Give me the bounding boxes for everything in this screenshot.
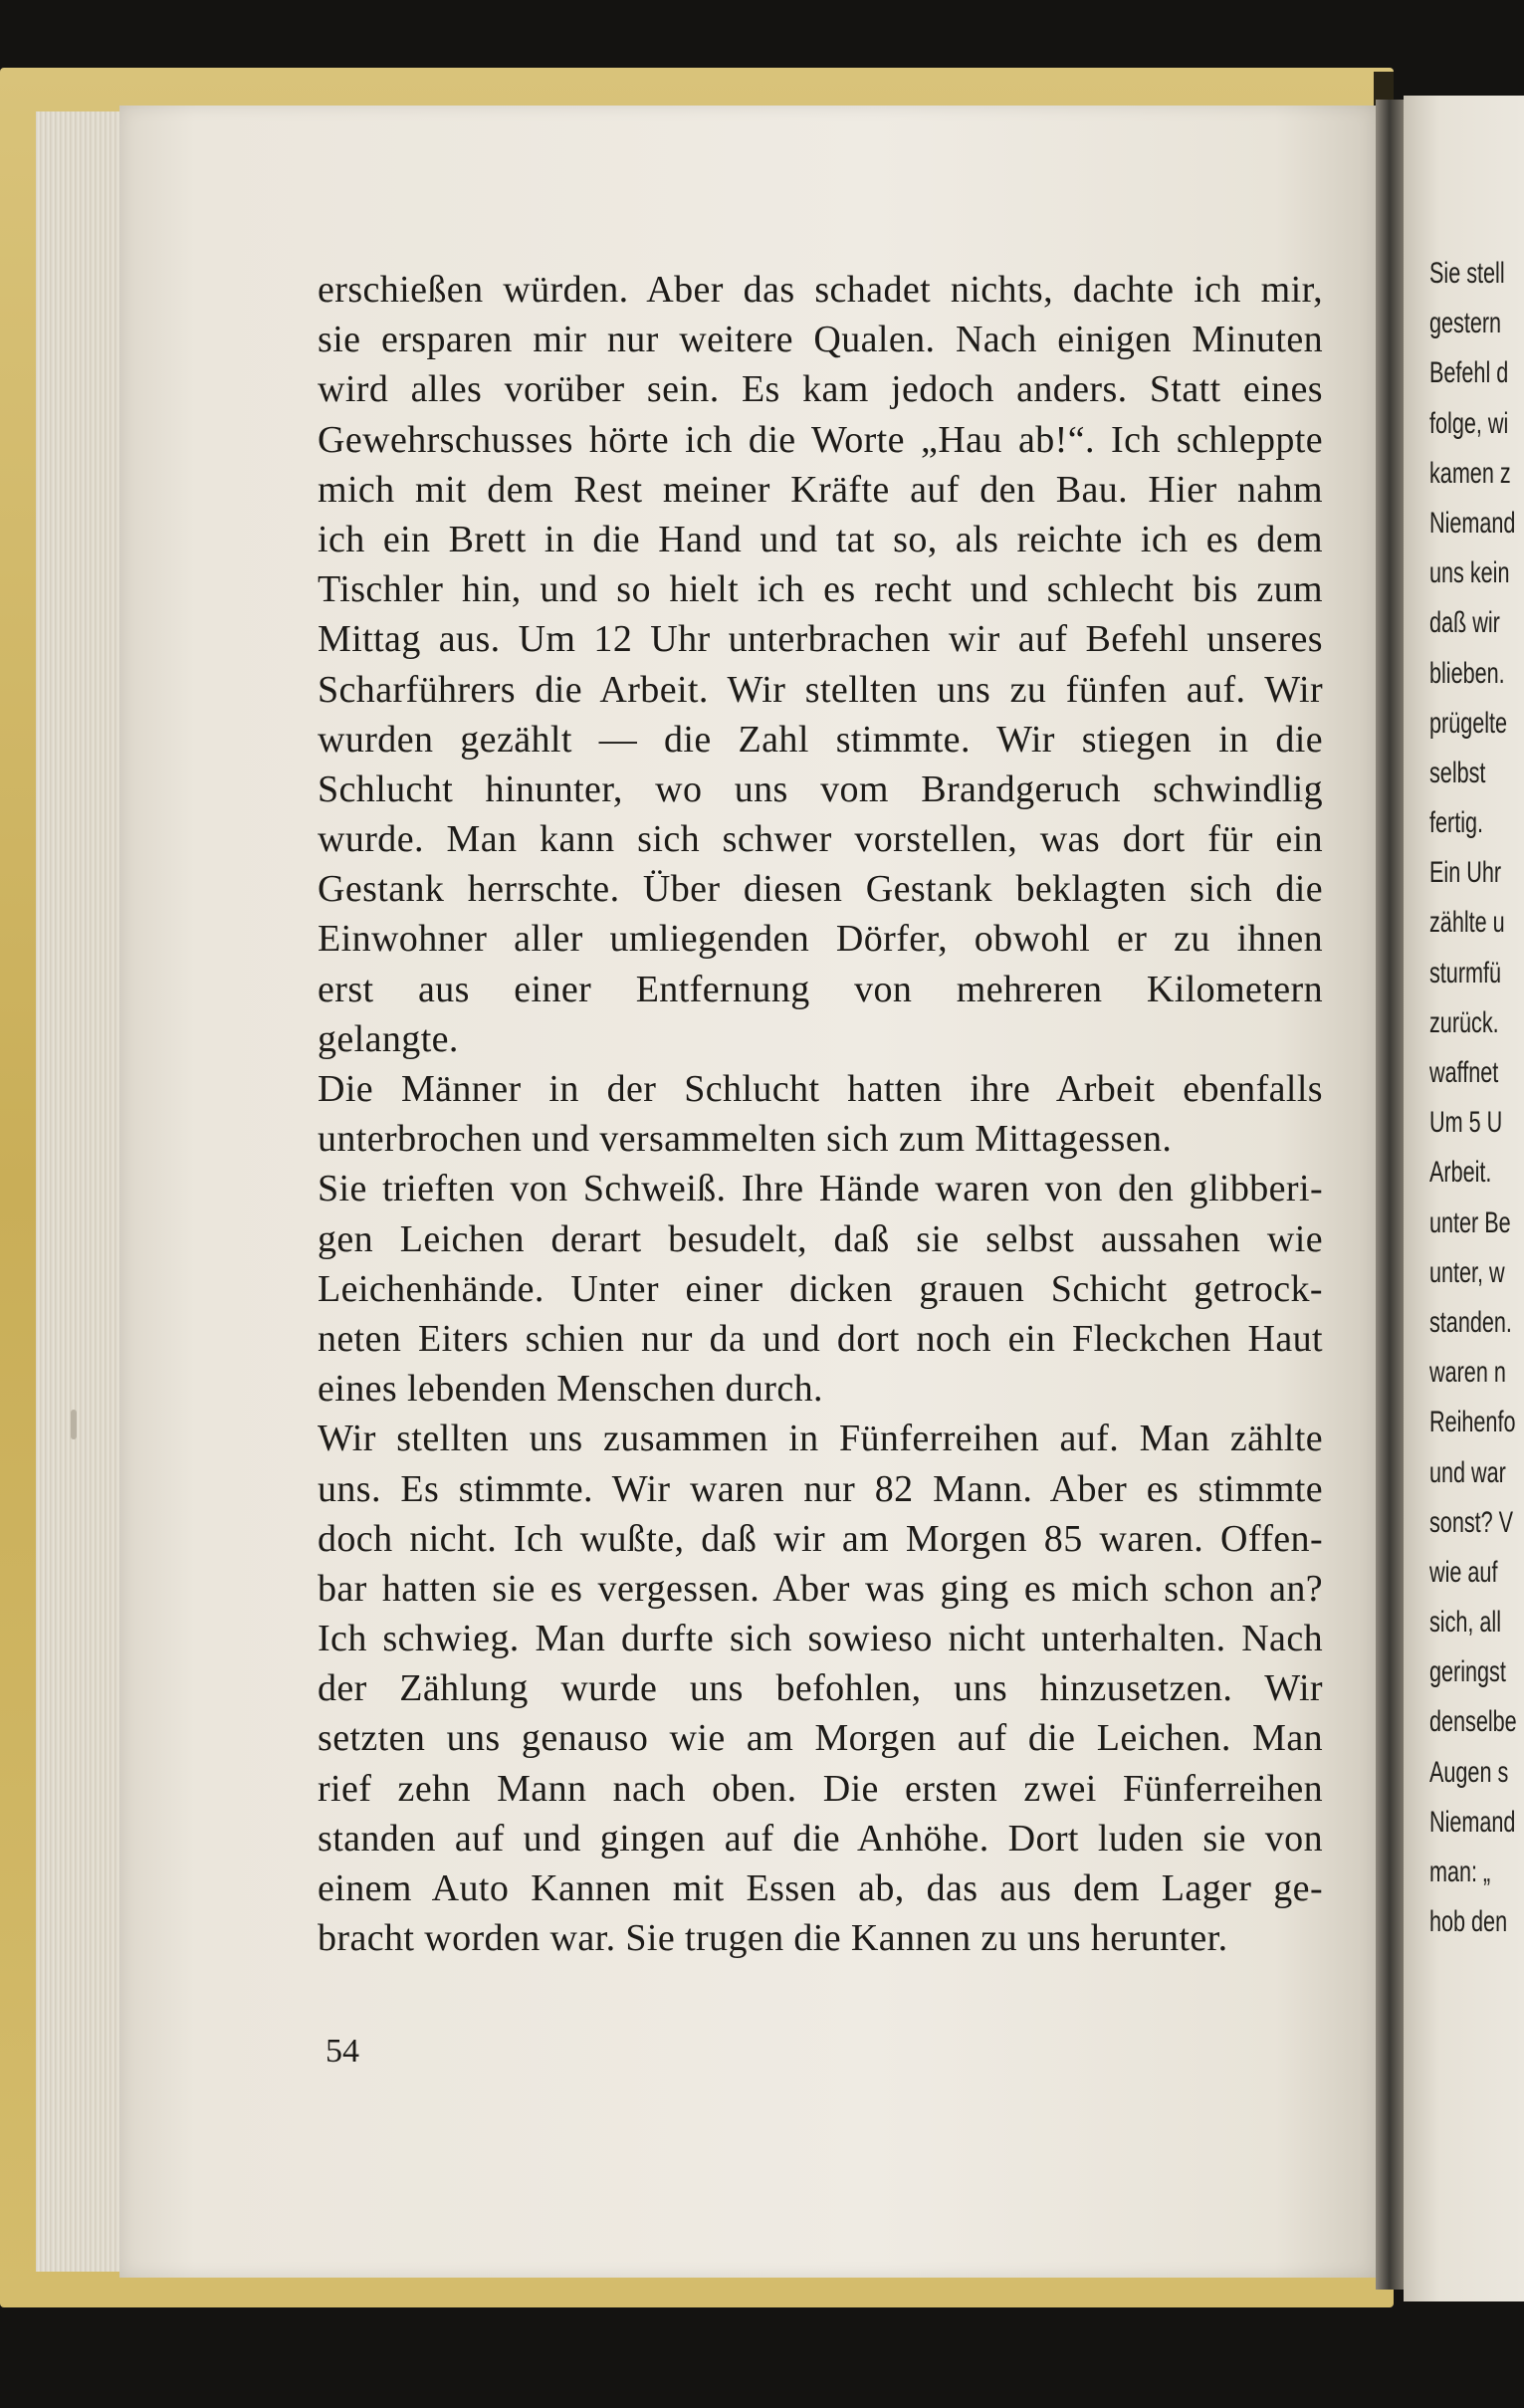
right-text-fragment: Um 5 U	[1429, 1106, 1503, 1140]
text-line: wurden gezählt — die Zahl stimmte. Wir stiegen in die	[318, 718, 1323, 761]
right-text-fragment: fertig.	[1429, 806, 1484, 840]
text-line: Tischler hin, und so hielt ich es recht und schlecht bis zum	[318, 568, 1323, 611]
right-text-fragment: man: „	[1429, 1856, 1491, 1888]
right-text-fragment: Ein Uhr	[1429, 856, 1502, 890]
right-text-fragment: sonst? V	[1429, 1505, 1514, 1539]
text-line: sie ersparen mir nur weitere Qualen. Nach einigen Minuten	[318, 319, 1323, 361]
text-line: standen auf und gingen auf die Anhöhe. Dort luden sie von	[318, 1817, 1323, 1860]
text-line: Gewehrschusses hörte ich die Worte „Hau ab!“. Ich schleppte	[318, 418, 1323, 461]
text-line: bar hatten sie es vergessen. Aber was ging es mich schon an?	[318, 1567, 1323, 1610]
right-text-fragment: unter Be	[1429, 1205, 1511, 1239]
text-line: ich ein Brett in die Hand und tat so, als reichte ich es dem	[318, 518, 1323, 560]
right-text-fragment: kamen z	[1429, 456, 1511, 490]
text-line: gen Leichen derart besudelt, daß sie selbst aussahen wie	[318, 1217, 1323, 1260]
book-gutter	[1376, 100, 1404, 2290]
right-text-fragment: unter, w	[1429, 1255, 1505, 1289]
text-line: Schlucht hinunter, wo uns vom Brandgeruch schwindlig	[318, 767, 1323, 810]
right-text-fragment: waren n	[1429, 1356, 1506, 1390]
text-line: Gestank herrschte. Über diesen Gestank beklagten sich die	[318, 868, 1323, 911]
text-line: erst aus einer Entfernung von mehreren Kilometern	[318, 968, 1323, 1010]
body-text	[318, 265, 1323, 1963]
right-text-fragment: Niemand	[1429, 1805, 1516, 1839]
text-line: setzten uns genauso wie am Morgen auf die Leichen. Man	[318, 1717, 1323, 1760]
text-line: bracht worden war. Sie trugen die Kannen zu uns herunter.	[318, 1917, 1228, 1960]
right-text-fragment: wie auf	[1429, 1555, 1498, 1589]
page-number: 54	[326, 2033, 359, 2070]
right-text-fragment: sich, all	[1429, 1606, 1502, 1640]
right-text-fragment: prügelte	[1429, 706, 1508, 740]
right-text-fragment: blieben.	[1429, 656, 1505, 690]
text-line: einem Auto Kannen mit Essen ab, das aus dem Lager ge-	[318, 1867, 1323, 1909]
right-text-fragment: standen.	[1429, 1305, 1512, 1339]
text-line: gelangte.	[318, 1017, 459, 1060]
text-line: rief zehn Mann nach oben. Die ersten zwei Fünferreihen	[318, 1767, 1323, 1810]
text-line: uns. Es stimmte. Wir waren nur 82 Mann. Aber es stimmte	[318, 1467, 1323, 1510]
right-text-fragment: waffnet	[1429, 1056, 1499, 1089]
right-text-fragment: und war	[1429, 1455, 1506, 1489]
right-text-fragment: Augen s	[1429, 1755, 1509, 1789]
text-line: wurde. Man kann sich schwer vorstellen, was dort für ein	[318, 818, 1323, 861]
right-text-fragment: sturmfü	[1429, 956, 1502, 989]
text-line: erschießen würden. Aber das schadet nichts, dachte ich mir,	[318, 269, 1323, 311]
text-line: eines lebenden Menschen durch.	[318, 1368, 823, 1411]
text-line: Mittag aus. Um 12 Uhr unterbrachen wir auf Befehl unseres	[318, 618, 1323, 661]
text-line: neten Eiters schien nur da und dort noch ein Fleckchen Haut	[318, 1317, 1323, 1360]
text-line: unterbrochen und versammelten sich zum Mittagessen.	[318, 1118, 1173, 1161]
text-line: Wir stellten uns zusammen in Fünferreihen auf. Man zählte	[318, 1418, 1323, 1460]
text-line: Ich schwieg. Man durfte sich sowieso nicht unterhalten. Nach	[318, 1618, 1323, 1660]
right-text-fragment: uns kein	[1429, 556, 1510, 590]
right-text-fragment: Sie stell	[1429, 257, 1505, 290]
right-text-fragment: Reihenfo	[1429, 1406, 1516, 1439]
text-line: Die Männer in der Schlucht hatten ihre Arbeit ebenfalls	[318, 1068, 1323, 1110]
right-text-fragment: zählte u	[1429, 906, 1505, 940]
text-line: Sie trieften von Schweiß. Ihre Hände waren von den glibberi-	[318, 1168, 1323, 1210]
right-text-fragment: zurück.	[1429, 1005, 1499, 1039]
text-line: Einwohner aller umliegenden Dörfer, obwohl er zu ihnen	[318, 918, 1323, 961]
right-text-fragment: hob den	[1429, 1905, 1508, 1939]
text-line: Scharführers die Arbeit. Wir stellten uns zu fünfen auf. Wir	[318, 668, 1323, 711]
text-line: Leichenhände. Unter einer dicken grauen Schicht getrock-	[318, 1267, 1323, 1310]
right-text-fragment: gestern	[1429, 307, 1502, 340]
right-text-fragment: Befehl d	[1429, 356, 1509, 390]
right-text-fragment: denselbe	[1429, 1705, 1517, 1739]
page-edges	[36, 111, 125, 2272]
right-text-fragment: Arbeit.	[1429, 1156, 1492, 1190]
text-line: der Zählung wurde uns befohlen, uns hinzusetzen. Wir	[318, 1667, 1323, 1710]
right-text-fragment: selbst	[1429, 756, 1486, 789]
text-line: doch nicht. Ich wußte, daß wir am Morgen 85 waren. Offen-	[318, 1517, 1323, 1560]
text-line: mich mit dem Rest meiner Kräfte auf den Bau. Hier nahm	[318, 468, 1323, 511]
right-text-fragment: daß wir	[1429, 606, 1500, 640]
right-text-fragment: geringst	[1429, 1655, 1506, 1689]
right-page-text	[1429, 249, 1524, 1947]
margin-mark	[71, 1410, 77, 1439]
right-text-fragment: Niemand	[1429, 506, 1516, 540]
right-text-fragment: folge, wi	[1429, 406, 1509, 440]
text-line: wird alles vorüber sein. Es kam jedoch anders. Statt eines	[318, 368, 1323, 411]
